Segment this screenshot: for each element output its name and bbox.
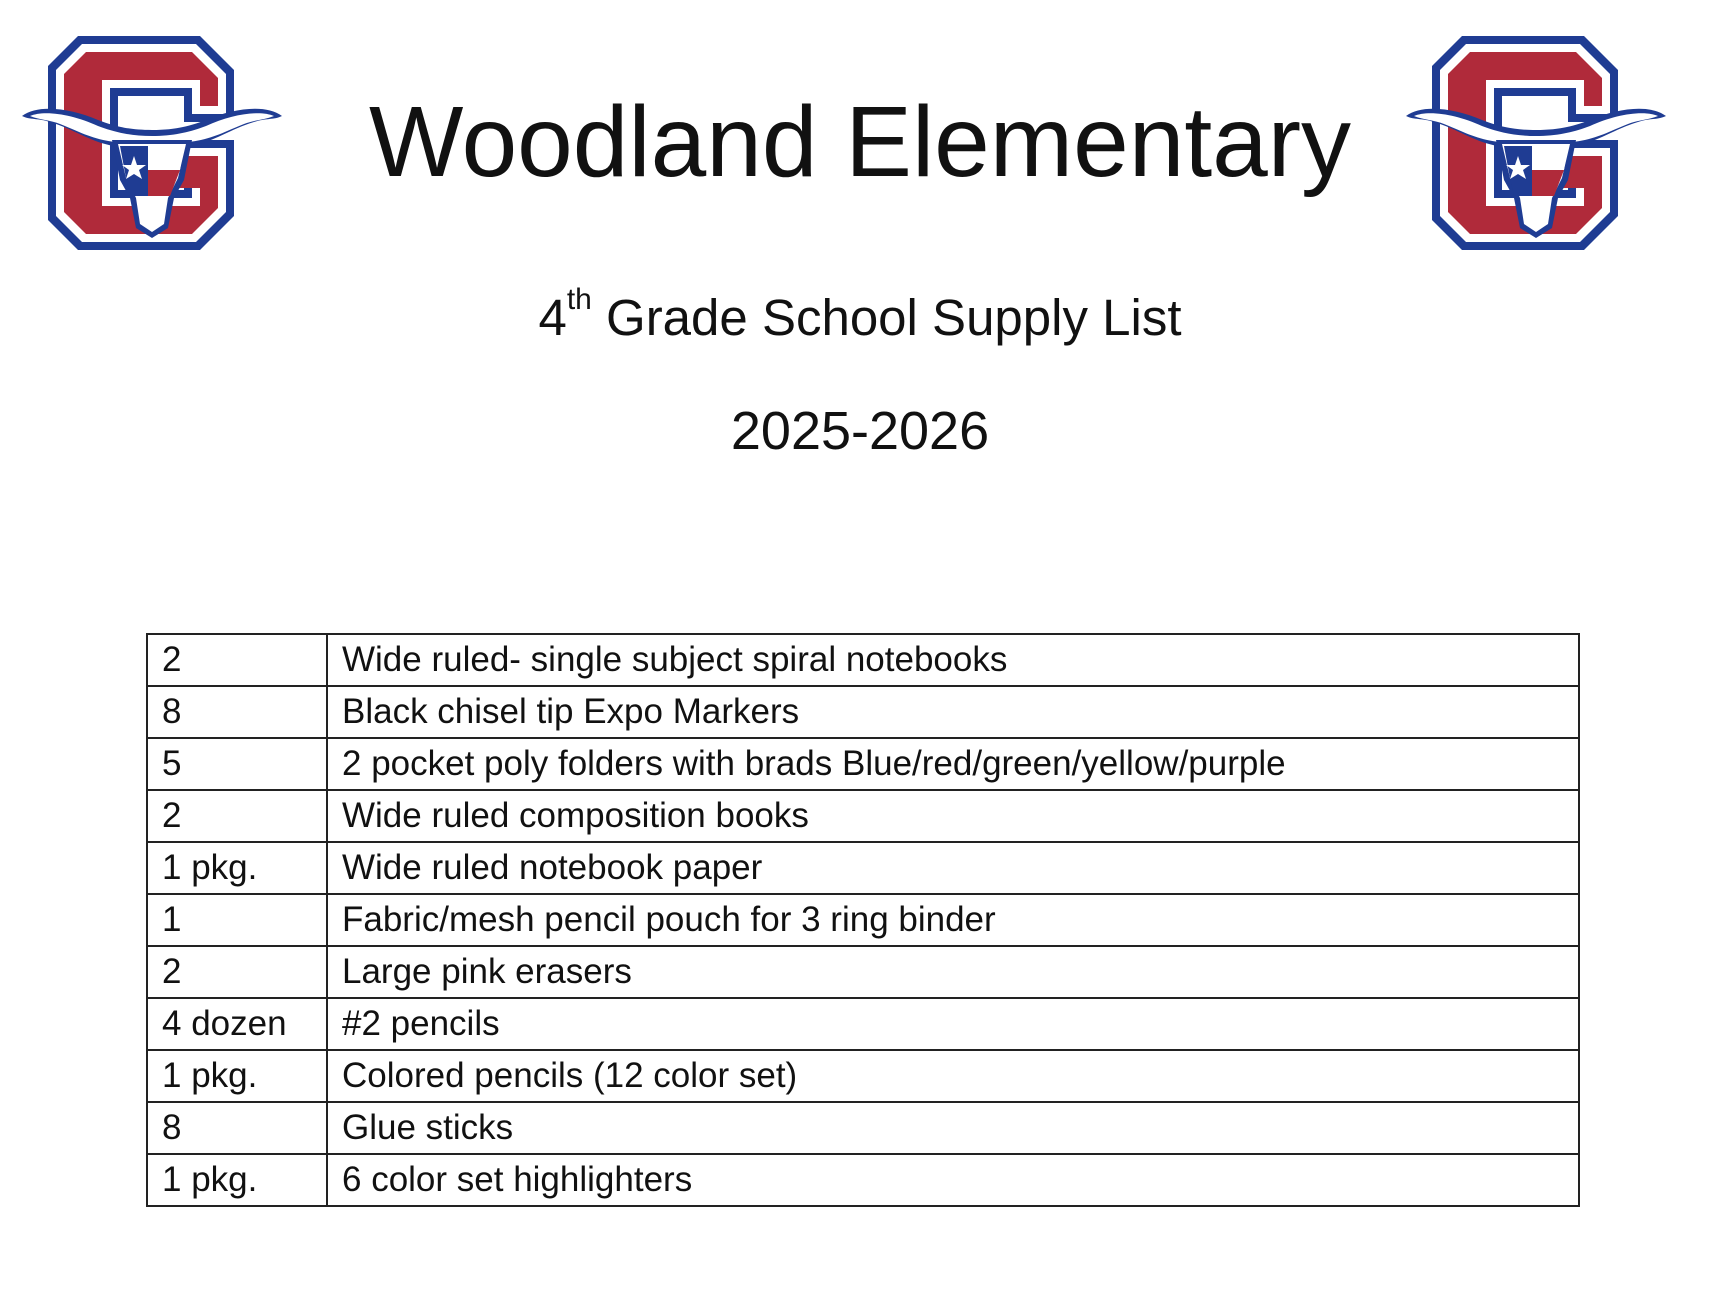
item-cell: Fabric/mesh pencil pouch for 3 ring binder [327,894,1579,946]
item-cell: Wide ruled- single subject spiral notebooks [327,634,1579,686]
item-cell: Wide ruled composition books [327,790,1579,842]
table-row [147,1154,1579,1206]
school-year: 2025-2026 [730,401,990,461]
quantity-cell: 8 [147,686,327,738]
grade-ordinal: th [566,283,592,316]
supply-table [146,633,1580,1207]
table-row [147,1050,1579,1102]
table-row [147,946,1579,998]
supply-list-title-text: Grade School Supply List [591,289,1182,346]
quantity-cell: 1 pkg. [147,1154,327,1206]
item-cell: Large pink erasers [327,946,1579,998]
item-cell: 2 pocket poly folders with brads Blue/red/green/yellow/purple [327,738,1579,790]
quantity-cell: 1 pkg. [147,1050,327,1102]
table-row [147,790,1579,842]
quantity-cell: 2 [147,946,327,998]
item-cell: #2 pencils [327,998,1579,1050]
table-row [147,738,1579,790]
item-cell: Glue sticks [327,1102,1579,1154]
quantity-cell: 1 pkg. [147,842,327,894]
item-cell: Black chisel tip Expo Markers [327,686,1579,738]
quantity-cell: 5 [147,738,327,790]
supply-list-title [0,283,1720,350]
supply-table-body [147,634,1579,1206]
quantity-cell: 2 [147,790,327,842]
item-cell: Wide ruled notebook paper [327,842,1579,894]
quantity-cell: 2 [147,634,327,686]
table-row [147,686,1579,738]
table-row [147,842,1579,894]
table-row [147,894,1579,946]
item-cell: 6 color set highlighters [327,1154,1579,1206]
table-row [147,634,1579,686]
table-row [147,1102,1579,1154]
table-row [147,998,1579,1050]
school-name-heading: Woodland Elementary [368,86,1352,198]
quantity-cell: 4 dozen [147,998,327,1050]
quantity-cell: 1 [147,894,327,946]
item-cell: Colored pencils (12 color set) [327,1050,1579,1102]
grade-number: 4 [538,289,567,346]
quantity-cell: 8 [147,1102,327,1154]
